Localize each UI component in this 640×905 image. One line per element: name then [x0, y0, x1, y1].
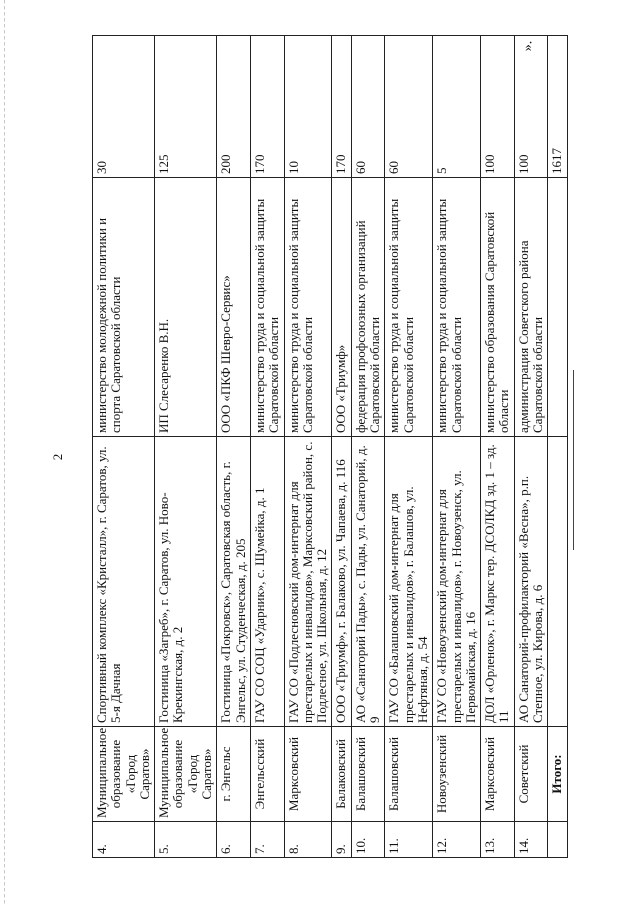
- page-number: 2: [50, 453, 65, 461]
- capacity-cell: 200: [217, 36, 251, 178]
- capacity-cell: 125: [155, 36, 217, 178]
- object-cell: Гостиница «Загреб», г. Саратов, ул. Ново-Крекингская, д. 2: [155, 437, 217, 727]
- object-cell: ООО «Триумф», г. Балаково, ул. Чапаева, д. 116: [332, 437, 351, 727]
- closing-quote-mark: ».: [520, 40, 536, 52]
- municipality-cell: Балашовский: [385, 727, 433, 822]
- table-row: [332, 36, 351, 858]
- row-number: 4.: [93, 822, 155, 858]
- total-label: Итого:: [548, 727, 567, 822]
- empty-cell: [548, 822, 567, 858]
- owner-cell: ООО «ПКФ Шевро-Сервис»: [217, 178, 251, 437]
- table-row: [93, 36, 155, 858]
- owner-cell: министерство труда и социальной защиты Саратовской области: [284, 178, 332, 437]
- table-row: [385, 36, 433, 858]
- object-cell: АО «Санаторий Пады», с. Пады, ул. Санаторий, д. 9: [351, 437, 385, 727]
- table-container: [92, 36, 565, 858]
- municipality-cell: Новоузенский: [433, 727, 481, 822]
- capacity-cell: 30: [93, 36, 155, 178]
- table-body: [93, 36, 568, 858]
- municipality-cell: Энгельсский: [250, 727, 284, 822]
- table-row: [284, 36, 332, 858]
- table-row: [250, 36, 284, 858]
- owner-cell: министерство молодежной политики и спорта Саратовской области: [93, 178, 155, 437]
- empty-cell: [548, 437, 567, 727]
- object-cell: ГАУ СО «Балашовский дом-интернат для престарелых и инвалидов», г. Балашов, ул. Нефтяная, д. 54: [385, 437, 433, 727]
- owner-cell: министерство труда и социальной защиты Саратовской области: [250, 178, 284, 437]
- municipality-cell: г. Энгельс: [217, 727, 251, 822]
- object-cell: ГАУ СО «Новоузенский дом-интернат для престарелых и инвалидов», г. Новоузенск, ул. Первомайская, д. 16: [433, 437, 481, 727]
- object-cell: Спортивный комплекс «Кристалл», г. Саратов, ул. 5-я Дачная: [93, 437, 155, 727]
- capacity-cell: 10: [284, 36, 332, 178]
- table-row: [351, 36, 385, 858]
- row-number: 6.: [217, 822, 251, 858]
- table-row: [481, 36, 515, 858]
- row-number: 9.: [332, 822, 351, 858]
- hotels-table: [92, 35, 568, 858]
- municipality-cell: Муниципальное образование «Город Саратов»: [93, 727, 155, 822]
- row-number: 14.: [514, 822, 548, 858]
- total-row: [548, 36, 567, 858]
- owner-cell: министерство образования Саратовской области: [481, 178, 515, 437]
- table-row: [433, 36, 481, 858]
- owner-cell: ООО «Триумф»: [332, 178, 351, 437]
- capacity-cell: 5: [433, 36, 481, 178]
- municipality-cell: Марксовский: [481, 727, 515, 822]
- object-cell: ДОЛ «Орленок», г. Маркс тер. ДСОЛКД зд. 1 – зд. 11: [481, 437, 515, 727]
- owner-cell: министерство труда и социальной защиты Саратовской области: [385, 178, 433, 437]
- scan-edge: [4, 0, 5, 905]
- object-cell: Гостиница «Покровск», Саратовская область, г. Энгельс, ул. Студенческая, д. 205: [217, 437, 251, 727]
- capacity-cell: 170: [332, 36, 351, 178]
- row-number: 10.: [351, 822, 385, 858]
- owner-cell: администрация Советского района Саратовской области: [514, 178, 548, 437]
- row-number: 13.: [481, 822, 515, 858]
- capacity-cell: 100: [514, 36, 548, 178]
- row-number: 11.: [385, 822, 433, 858]
- object-cell: ГАУ СО СОЦ «Ударник», с. Шумейка, д. 1: [250, 437, 284, 727]
- municipality-cell: Муниципальное образование «Город Саратов»: [155, 727, 217, 822]
- table-row: [217, 36, 251, 858]
- separator-line: [573, 370, 574, 550]
- municipality-cell: Балашовский: [351, 727, 385, 822]
- table-row: [155, 36, 217, 858]
- capacity-cell: 60: [351, 36, 385, 178]
- owner-cell: федерация профсоюзных организаций Саратовской области: [351, 178, 385, 437]
- total-count: 1617: [548, 36, 567, 178]
- object-cell: АО Санаторий-профилакторий «Весна», р.п. Степное, ул. Кирова, д. 6: [514, 437, 548, 727]
- municipality-cell: Балаковский: [332, 727, 351, 822]
- row-number: 8.: [284, 822, 332, 858]
- capacity-cell: 60: [385, 36, 433, 178]
- row-number: 7.: [250, 822, 284, 858]
- owner-cell: министерство труда и социальной защиты Саратовской области: [433, 178, 481, 437]
- object-cell: ГАУ СО «Подлесновский дом-интернат для престарелых и инвалидов», Марксовский район, с. Подлесное, ул. Школьная, д. 12: [284, 437, 332, 727]
- row-number: 12.: [433, 822, 481, 858]
- municipality-cell: Марксовский: [284, 727, 332, 822]
- table-row: [514, 36, 548, 858]
- rotated-table-frame: [92, 36, 565, 858]
- owner-cell: ИП Слесаренко В.Н.: [155, 178, 217, 437]
- capacity-cell: 100: [481, 36, 515, 178]
- municipality-cell: Советский: [514, 727, 548, 822]
- capacity-cell: 170: [250, 36, 284, 178]
- row-number: 5.: [155, 822, 217, 858]
- empty-cell: [548, 178, 567, 437]
